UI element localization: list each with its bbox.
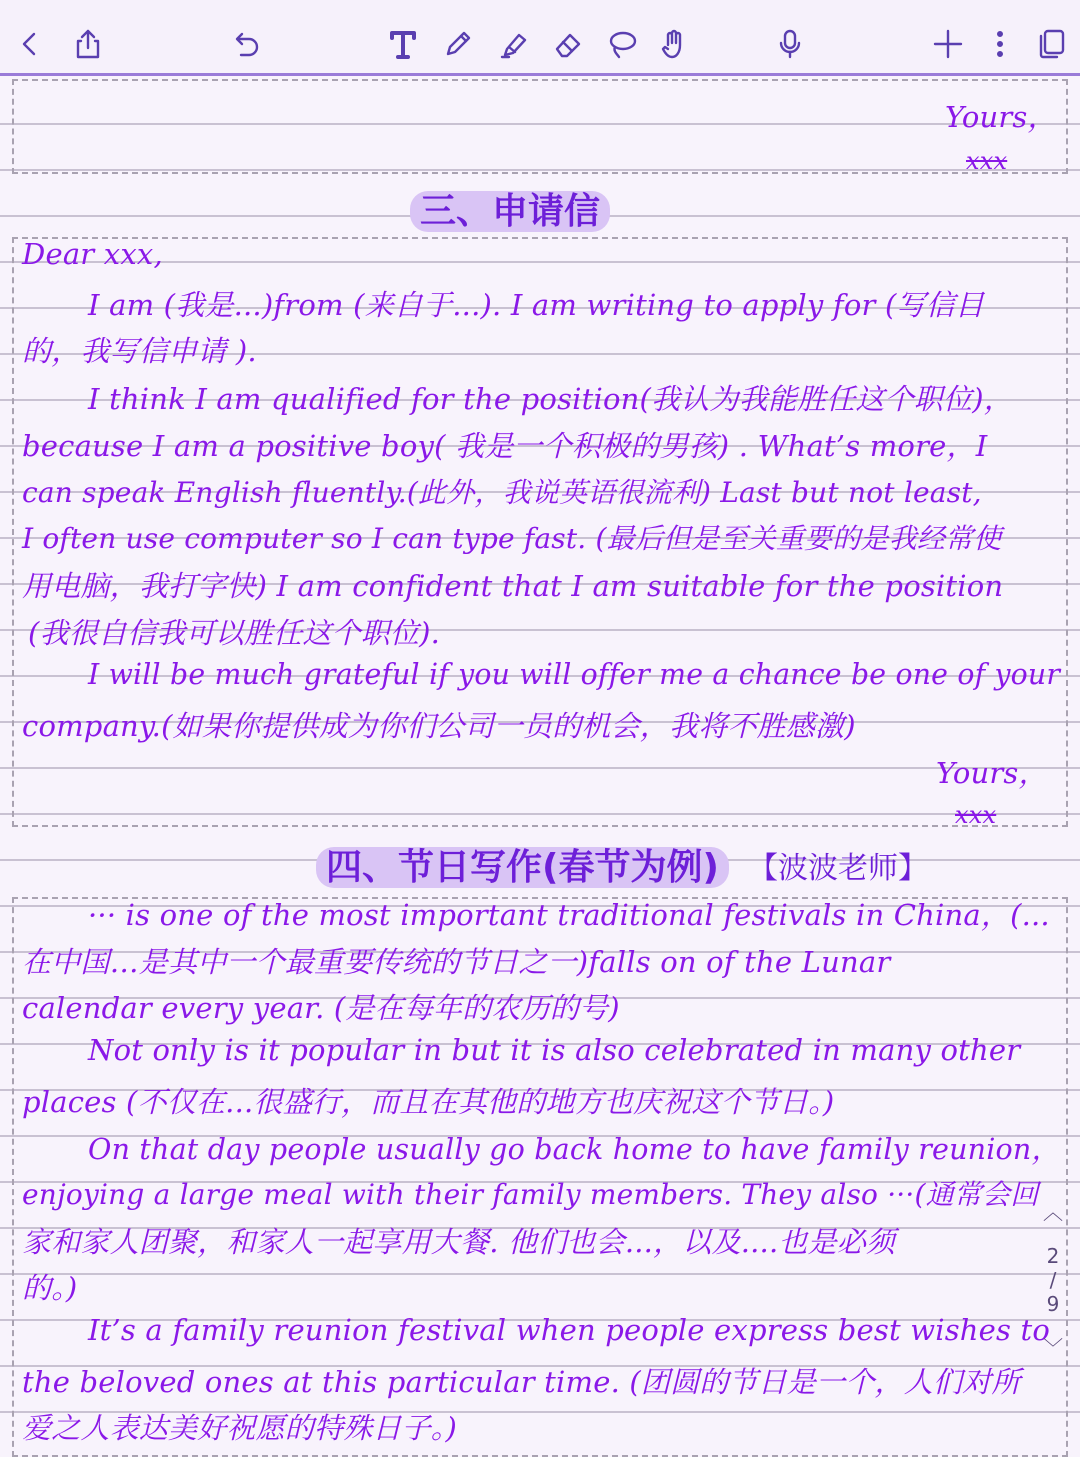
text-icon[interactable] [381,22,425,66]
essay-line: 爱之人表达美好祝愿的特殊日子。) [22,1411,458,1445]
letter-line: I think I am qualified for the position(我认为我能胜任这个职位)， [88,382,1013,416]
closing-text: Yours， [936,756,1048,790]
essay-line: ··· is one of the most important traditional festivals in China，(... [88,898,1050,932]
page-down-icon[interactable]: ﹀ [1043,1336,1063,1360]
add-icon[interactable] [926,22,970,66]
essay-line: On that day people usually go back home to have family reunion， [88,1132,1061,1166]
signature-text: xxx [955,801,997,829]
eraser-icon[interactable] [546,22,590,66]
letter-line: I will be much grateful if you will offer me a chance be one of your [88,657,1061,691]
undo-icon[interactable] [224,22,268,66]
hand-icon[interactable] [652,22,696,66]
essay-line: It’s a family reunion festival when people express best wishes to [88,1313,1051,1347]
essay-line: enjoying a large meal with their family members. They also ···(通常会回 [22,1178,1039,1211]
pen-icon[interactable] [436,22,480,66]
mic-icon[interactable] [768,22,812,66]
essay-line: places (不仅在...很盛行，而且在其他的地方也庆祝这个节日。) [22,1085,835,1119]
letter-line: 的，我写信申请 ). [22,334,257,368]
letter-frame-top [12,79,1068,174]
page-total: 9 [1046,1292,1060,1316]
letter-line: 用电脑，我打字快) I am confident that I am suitable for the position [22,569,1004,603]
letter-line: can speak English fluently.(此外，我说英语很流利) Last but not least, [22,476,982,509]
essay-line: Not only is it popular in but it is also celebrated in many other [88,1033,1021,1067]
essay-line: calendar every year. (是在每年的农历的号) [22,991,620,1025]
section-heading: 四、节日写作(春节为例) [316,839,729,890]
closing-text: Yours， [945,100,1057,134]
back-icon[interactable] [8,22,52,66]
essay-line: 在中国…是其中一个最重要传统的节日之一)falls on of the Lunar [22,945,891,979]
share-icon[interactable] [66,22,110,66]
letter-line: company.(如果你提供成为你们公司一员的机会，我将不胜感激) [22,709,856,743]
highlighter-icon[interactable] [492,22,536,66]
letter-line: I often use computer so I can type fast. (最后但是至关重要的是我经常使 [22,522,1002,555]
letter-line: (我很自信我可以胜任这个职位). [28,616,441,650]
notebook-page[interactable] [0,79,1080,1445]
page-up-icon[interactable]: ︿ [1043,1200,1063,1224]
page-current: 2 [1046,1244,1060,1268]
essay-line: the beloved ones at this particular time. (团圆的节日是一个，人们对所 [22,1365,1021,1399]
author-tag: 【波波老师】 [748,851,928,886]
page-separator: / [1049,1268,1057,1292]
lasso-icon[interactable] [600,22,644,66]
letter-line: Dear xxx, [22,237,163,271]
pages-icon[interactable] [1030,22,1074,66]
more-icon[interactable] [978,22,1022,66]
signature-text: xxx [966,147,1008,175]
letter-line: I am (我是...)from (来自于...). I am writing to apply for (写信目 [88,288,985,322]
essay-line: 的。) [22,1271,78,1305]
essay-line: 家和家人团聚，和家人一起享用大餐. 他们也会...，以及....也是必须 [22,1225,896,1259]
letter-line: because I am a positive boy( 我是一个积极的男孩) . What’s more，I [22,429,988,463]
note-toolbar [0,0,1080,76]
section-heading: 三、申请信 [410,183,610,234]
